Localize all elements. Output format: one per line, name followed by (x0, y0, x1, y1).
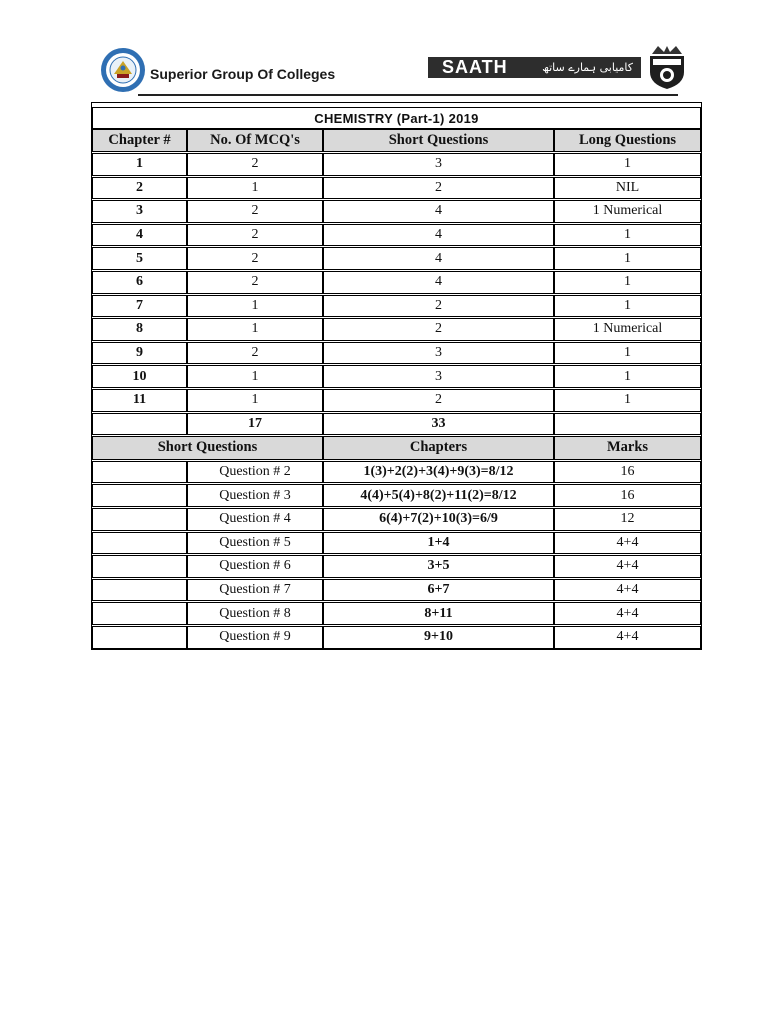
question-cell: 4(4)+5(4)+8(2)+11(2)=8/12 (323, 484, 554, 507)
total-cell (554, 413, 701, 436)
table-cell: 1 (554, 224, 701, 247)
table-cell: 2 (187, 153, 323, 176)
org-name: Superior Group Of Colleges (150, 66, 336, 82)
table-cell: 1 (187, 389, 323, 412)
table-cell: 6 (92, 271, 187, 294)
academy-shield-logo (644, 44, 690, 90)
table-cell: 2 (323, 389, 554, 412)
question-cell (92, 626, 187, 649)
saath-banner (428, 57, 641, 78)
saath-wordmark: SAATH (442, 57, 508, 77)
table-cell: 4 (323, 200, 554, 223)
table-cell: 1 (554, 389, 701, 412)
total-cell: 33 (323, 413, 554, 436)
question-cell: 6(4)+7(2)+10(3)=6/9 (323, 508, 554, 531)
question-cell: 16 (554, 461, 701, 484)
question-cell: 4+4 (554, 602, 701, 625)
table-cell: 5 (92, 247, 187, 270)
question-cell (92, 555, 187, 578)
table-cell: 1 (187, 177, 323, 200)
table-cell: 1 (554, 295, 701, 318)
section-header: Short Questions (92, 436, 323, 460)
table-cell: 1 Numerical (554, 318, 701, 341)
question-cell: 4+4 (554, 579, 701, 602)
question-cell (92, 602, 187, 625)
section-header: Chapters (323, 436, 554, 460)
table-cell: 2 (187, 247, 323, 270)
question-cell: Question # 7 (187, 579, 323, 602)
column-header: No. Of MCQ's (187, 129, 323, 152)
question-cell: Question # 3 (187, 484, 323, 507)
table-cell: 2 (323, 318, 554, 341)
table-cell: 2 (187, 224, 323, 247)
table-cell: 1 (92, 153, 187, 176)
question-cell (92, 484, 187, 507)
table-cell: 8 (92, 318, 187, 341)
table-cell: 7 (92, 295, 187, 318)
saath-tagline: کامیابی ہمارے ساتھ (542, 61, 633, 74)
question-cell: Question # 9 (187, 626, 323, 649)
table-cell: 2 (187, 200, 323, 223)
table-cell: 4 (323, 271, 554, 294)
table-cell: 2 (187, 342, 323, 365)
question-cell: 8+11 (323, 602, 554, 625)
question-cell: Question # 8 (187, 602, 323, 625)
table-title: CHEMISTRY (Part-1) 2019 (92, 107, 701, 129)
table-cell: 4 (323, 224, 554, 247)
total-cell: 17 (187, 413, 323, 436)
table-cell: 2 (187, 271, 323, 294)
question-cell: Question # 6 (187, 555, 323, 578)
question-cell: Question # 2 (187, 461, 323, 484)
section-header: Marks (554, 436, 701, 460)
table-cell: 10 (92, 365, 187, 388)
table-cell: 1 (187, 365, 323, 388)
table-cell: 3 (323, 365, 554, 388)
question-cell: 9+10 (323, 626, 554, 649)
question-cell: 3+5 (323, 555, 554, 578)
question-cell: Question # 5 (187, 532, 323, 555)
total-cell (92, 413, 187, 436)
table-cell: 1 (554, 153, 701, 176)
column-header: Long Questions (554, 129, 701, 152)
question-cell: 4+4 (554, 532, 701, 555)
table-cell: 1 (187, 318, 323, 341)
table-cell: 9 (92, 342, 187, 365)
question-cell: 16 (554, 484, 701, 507)
table-cell: 1 (554, 271, 701, 294)
column-header: Chapter # (92, 129, 187, 152)
question-cell (92, 461, 187, 484)
table-cell: NIL (554, 177, 701, 200)
table-cell: 1 (554, 365, 701, 388)
column-header: Short Questions (323, 129, 554, 152)
header-divider (138, 94, 678, 96)
question-cell: 1+4 (323, 532, 554, 555)
table-cell: 1 (554, 342, 701, 365)
question-cell: Question # 4 (187, 508, 323, 531)
question-cell: 4+4 (554, 626, 701, 649)
question-cell (92, 579, 187, 602)
table-cell: 2 (323, 295, 554, 318)
table-cell: 3 (323, 342, 554, 365)
question-cell: 1(3)+2(2)+3(4)+9(3)=8/12 (323, 461, 554, 484)
question-cell: 6+7 (323, 579, 554, 602)
table-cell: 1 (187, 295, 323, 318)
table-cell: 1 (554, 247, 701, 270)
table-cell: 3 (323, 153, 554, 176)
table-cell: 4 (92, 224, 187, 247)
question-cell: 4+4 (554, 555, 701, 578)
table-cell: 1 Numerical (554, 200, 701, 223)
question-cell: 12 (554, 508, 701, 531)
table-cell: 2 (92, 177, 187, 200)
question-cell (92, 508, 187, 531)
question-cell (92, 532, 187, 555)
table-cell: 4 (323, 247, 554, 270)
table-cell: 11 (92, 389, 187, 412)
table-cell: 2 (323, 177, 554, 200)
table-cell: 3 (92, 200, 187, 223)
college-seal-logo (99, 47, 147, 93)
